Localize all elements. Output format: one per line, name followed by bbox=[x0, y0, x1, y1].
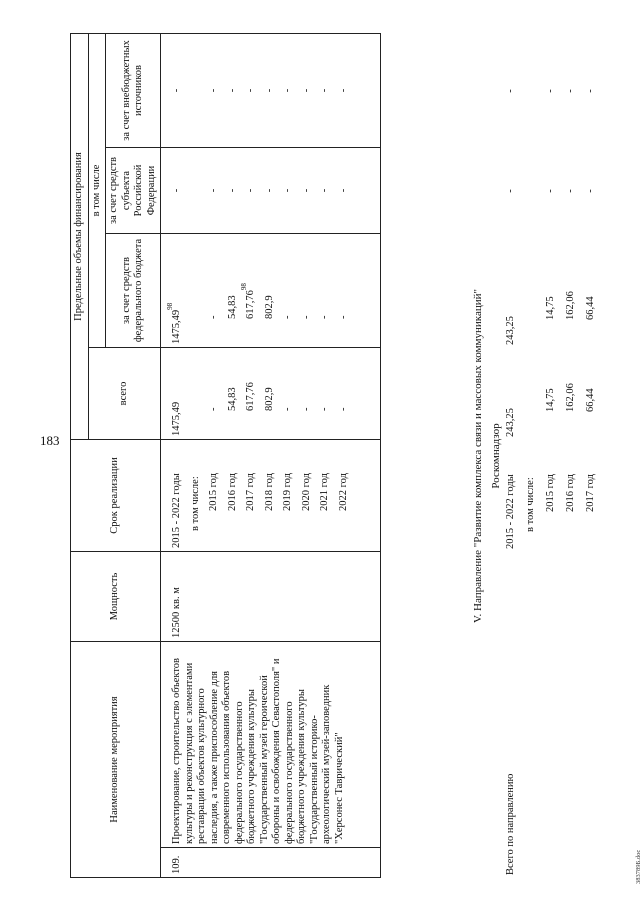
item-period: 2017 год bbox=[245, 439, 264, 551]
summary-subject: - bbox=[505, 189, 516, 193]
item-extra: - bbox=[301, 33, 320, 147]
item-extra: - bbox=[208, 33, 227, 147]
summary-label: Всего по направлению bbox=[505, 773, 516, 875]
item-extra: - bbox=[227, 33, 246, 147]
item-extra: - bbox=[245, 33, 264, 147]
item-extra: - bbox=[264, 33, 283, 147]
item-subject: - bbox=[227, 147, 246, 233]
item-federal: - bbox=[282, 233, 301, 347]
summary-federal: 162,06 bbox=[565, 291, 576, 320]
summary-subject: - bbox=[545, 189, 556, 193]
document-id: 383789Б.doc bbox=[635, 849, 642, 884]
item-capacity: 12500 кв. м bbox=[171, 551, 356, 641]
item-period: 2015 год bbox=[208, 439, 227, 551]
summary-extra: - bbox=[505, 89, 516, 93]
summary-period: в том числе: bbox=[525, 477, 536, 532]
item-subject: - bbox=[301, 147, 320, 233]
item-period: 2022 год bbox=[338, 439, 357, 551]
header-funding: Предельные объемы финансирования bbox=[71, 33, 89, 439]
item-number: 109. bbox=[171, 848, 356, 878]
header-period: Срок реализации bbox=[71, 439, 161, 551]
item-extra: - bbox=[319, 33, 338, 147]
summary-extra: - bbox=[585, 89, 596, 93]
summary-subject: - bbox=[565, 189, 576, 193]
header-federal: за счет средств федерального бюджета bbox=[106, 233, 161, 347]
item-federal: - bbox=[208, 233, 227, 347]
header-capacity: Мощность bbox=[71, 551, 161, 641]
item-subject: - bbox=[245, 147, 264, 233]
item-period: в том числе: bbox=[190, 439, 209, 551]
item-federal: 802,9 bbox=[264, 233, 283, 347]
item-subject: - bbox=[338, 147, 357, 233]
item-total: 54,83 bbox=[227, 347, 246, 439]
summary-period: 2015 год bbox=[545, 474, 556, 512]
item-total: - bbox=[338, 347, 357, 439]
footnote-mark: 98 bbox=[166, 302, 174, 310]
item-federal: 54,83 bbox=[227, 233, 246, 347]
summary-table bbox=[505, 34, 605, 878]
header-extra: за счет внебюджетных источников bbox=[106, 33, 161, 147]
footnote-mark: 98 bbox=[240, 283, 248, 291]
item-total: 1475,49 bbox=[171, 347, 190, 439]
item-subject: - bbox=[282, 147, 301, 233]
item-period: 2020 год bbox=[301, 439, 320, 551]
item-period: 2016 год bbox=[227, 439, 246, 551]
item-subject: - bbox=[319, 147, 338, 233]
summary-total: 243,25 bbox=[505, 408, 516, 437]
item-extra: - bbox=[282, 33, 301, 147]
item-period: 2015 - 2022 годы bbox=[171, 439, 190, 551]
item-period: 2018 год bbox=[264, 439, 283, 551]
summary-extra: - bbox=[565, 89, 576, 93]
summary-period: 2016 год bbox=[565, 474, 576, 512]
item-total: 802,9 bbox=[264, 347, 283, 439]
header-subject: за счет средств субъекта Российской Федерации bbox=[106, 147, 161, 233]
header-including: в том числе bbox=[88, 33, 106, 347]
item-subject: - bbox=[171, 147, 190, 233]
item-total: - bbox=[319, 347, 338, 439]
summary-period: 2015 - 2022 годы bbox=[505, 474, 516, 549]
summary-total: 162,06 bbox=[565, 383, 576, 412]
item-period: 2019 год bbox=[282, 439, 301, 551]
summary-federal: 14,75 bbox=[545, 296, 556, 320]
item-federal: - bbox=[301, 233, 320, 347]
item-total: - bbox=[301, 347, 320, 439]
item-federal: 617,76$^{98}$ bbox=[245, 233, 264, 347]
item-total: 617,76 bbox=[245, 347, 264, 439]
summary-total: 14,75 bbox=[545, 388, 556, 412]
item-subject: - bbox=[208, 147, 227, 233]
item-extra: - bbox=[171, 33, 190, 147]
summary-extra: - bbox=[545, 89, 556, 93]
item-period: 2021 год bbox=[319, 439, 338, 551]
item-federal: - bbox=[338, 233, 357, 347]
summary-total: 66,44 bbox=[585, 388, 596, 412]
header-name: Наименование мероприятия bbox=[71, 641, 161, 877]
header-total: всего bbox=[88, 347, 161, 439]
summary-federal: 243,25 bbox=[505, 316, 516, 345]
item-name: Проектирование, строительство объектов культуры и реконструкция с элементами реставрации объектов культурного наследия, а также приспособление для современного использования объектов федерального государственного бюджетного учреждения культуры "Государственный музей героической обороны и освобождения Севастополя" и федерального государственного бюджетного учреждения культуры "Государственный историко-археологический музей-заповедник "Херсонес Таврический" bbox=[171, 641, 356, 847]
funding-table bbox=[70, 33, 381, 878]
item-subject: - bbox=[264, 147, 283, 233]
item-total: - bbox=[282, 347, 301, 439]
summary-period: 2017 год bbox=[585, 474, 596, 512]
item-extra: - bbox=[338, 33, 357, 147]
item-federal: 1475,49$^{98}$ bbox=[171, 233, 190, 347]
summary-federal: 66,44 bbox=[585, 296, 596, 320]
item-total: - bbox=[208, 347, 227, 439]
section-org: Роскомнадзор bbox=[490, 423, 502, 489]
summary-subject: - bbox=[585, 189, 596, 193]
item-federal: - bbox=[319, 233, 338, 347]
page-number: 183 bbox=[40, 433, 60, 448]
rotated-landscape-content bbox=[70, 18, 642, 884]
section-title: V. Направление "Развитие комплекса связи и массовых коммуникаций" bbox=[472, 288, 484, 624]
